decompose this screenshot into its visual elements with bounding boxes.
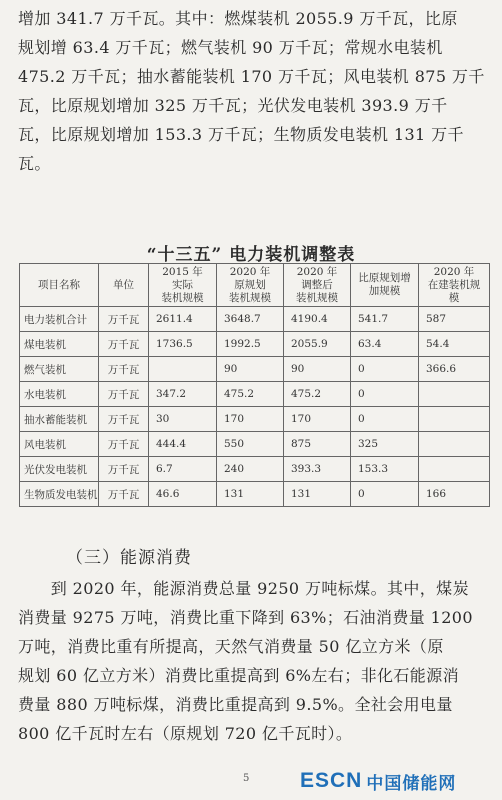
cell-2020-original: 240 xyxy=(217,457,284,482)
cell-unit: 万千瓦 xyxy=(99,432,149,457)
cell-2020-adjusted: 2055.9 xyxy=(284,332,351,357)
cell-2020-original: 550 xyxy=(217,432,284,457)
paragraph-line: 增加 341.7 万千瓦。其中：燃煤装机 2055.9 万千瓦，比原 xyxy=(18,9,458,28)
cell-2020-original: 475.2 xyxy=(217,382,284,407)
table-row xyxy=(20,307,490,332)
cell-unit: 万千瓦 xyxy=(99,382,149,407)
header-2020-adjusted: 2020 年 调整后 装机规模 xyxy=(284,264,351,307)
cell-2020-adjusted: 393.3 xyxy=(284,457,351,482)
cell-2015-actual: 1736.5 xyxy=(149,332,217,357)
cell-2020-under-construction: 166 xyxy=(419,482,490,507)
paragraph-line: 规划增 63.4 万千瓦；燃气装机 90 万千瓦；常规水电装机 xyxy=(18,38,443,57)
cell-unit: 万千瓦 xyxy=(99,332,149,357)
cell-2020-original: 90 xyxy=(217,357,284,382)
cell-2015-actual xyxy=(149,357,217,382)
paragraph-line: 800 亿千瓦时左右（原规划 720 亿千瓦时）。 xyxy=(18,724,353,743)
cell-2020-original: 1992.5 xyxy=(217,332,284,357)
paragraph-line: 瓦，比原规划增加 153.3 万千瓦；生物质发电装机 131 万千 xyxy=(18,125,464,144)
cell-2015-actual: 6.7 xyxy=(149,457,217,482)
cell-increase: 0 xyxy=(351,382,419,407)
cell-2020-original: 170 xyxy=(217,407,284,432)
cell-increase: 541.7 xyxy=(351,307,419,332)
table-row xyxy=(20,332,490,357)
cell-2015-actual: 30 xyxy=(149,407,217,432)
cell-unit: 万千瓦 xyxy=(99,457,149,482)
paragraph-line: 到 2020 年，能源消费总量 9250 万吨标煤。其中，煤炭 xyxy=(18,579,469,598)
header-item-name: 项目名称 xyxy=(20,264,99,307)
cell-2015-actual: 347.2 xyxy=(149,382,217,407)
watermark-chinese-text: 中国储能网 xyxy=(366,773,457,794)
cell-increase: 63.4 xyxy=(351,332,419,357)
page-number: 5 xyxy=(243,773,250,784)
paragraph-line: 消费量 9275 万吨，消费比重下降到 63%；石油消费量 1200 xyxy=(18,608,473,627)
paragraph-line: 475.2 万千瓦；抽水蓄能装机 170 万千瓦；风电装机 875 万千 xyxy=(18,67,485,86)
cell-2015-actual: 46.6 xyxy=(149,482,217,507)
paragraph-line: 万吨，消费比重有所提高，天然气消费量 50 亿立方米（原 xyxy=(18,637,444,656)
cell-unit: 万千瓦 xyxy=(99,307,149,332)
cell-increase: 325 xyxy=(351,432,419,457)
paragraph-line: 瓦，比原规划增加 325 万千瓦；光伏发电装机 393.9 万千 xyxy=(18,96,448,115)
cell-item-name: 光伏发电装机 xyxy=(20,457,99,482)
table-row xyxy=(20,407,490,432)
cell-item-name: 燃气装机 xyxy=(20,357,99,382)
cell-2020-under-construction xyxy=(419,457,490,482)
cell-2020-under-construction: 587 xyxy=(419,307,490,332)
cell-item-name: 生物质发电装机 xyxy=(20,482,99,507)
cell-2020-original: 131 xyxy=(217,482,284,507)
cell-item-name: 风电装机 xyxy=(20,432,99,457)
header-2020-under-construction: 2020 年 在建装机规 模 xyxy=(419,264,490,307)
cell-increase: 0 xyxy=(351,482,419,507)
section-heading: （三）能源消费 xyxy=(66,548,192,568)
table-row xyxy=(20,432,490,457)
table-body xyxy=(20,307,490,507)
cell-increase: 153.3 xyxy=(351,457,419,482)
cell-increase: 0 xyxy=(351,357,419,382)
header-2020-original: 2020 年 原规划 装机规模 xyxy=(217,264,284,307)
cell-2020-under-construction xyxy=(419,432,490,457)
header-2015-actual: 2015 年 实际 装机规模 xyxy=(149,264,217,307)
cell-2015-actual: 2611.4 xyxy=(149,307,217,332)
table-header-row xyxy=(20,264,490,307)
cell-2020-adjusted: 875 xyxy=(284,432,351,457)
cell-item-name: 煤电装机 xyxy=(20,332,99,357)
cell-unit: 万千瓦 xyxy=(99,407,149,432)
cell-2020-adjusted: 170 xyxy=(284,407,351,432)
table-row xyxy=(20,482,490,507)
cell-2020-original: 3648.7 xyxy=(217,307,284,332)
cell-2020-under-construction: 366.6 xyxy=(419,357,490,382)
cell-2020-under-construction xyxy=(419,407,490,432)
header-unit: 单位 xyxy=(99,264,149,307)
cell-2020-adjusted: 475.2 xyxy=(284,382,351,407)
table-row xyxy=(20,457,490,482)
cell-2020-under-construction xyxy=(419,382,490,407)
paragraph-energy-consumption xyxy=(18,574,488,748)
cell-item-name: 电力装机合计 xyxy=(20,307,99,332)
paragraph-line: 规划 60 亿立方米）消费比重提高到 6%左右；非化石能源消 xyxy=(18,666,460,685)
cell-item-name: 抽水蓄能装机 xyxy=(20,407,99,432)
table-row xyxy=(20,357,490,382)
cell-2020-adjusted: 4190.4 xyxy=(284,307,351,332)
cell-unit: 万千瓦 xyxy=(99,357,149,382)
cell-unit: 万千瓦 xyxy=(99,482,149,507)
paragraph-line: 费量 880 万吨标煤，消费比重提高到 9.5%。全社会用电量 xyxy=(18,695,453,714)
watermark-latin-text: ESCN xyxy=(300,769,363,792)
cell-2020-under-construction: 54.4 xyxy=(419,332,490,357)
cell-2020-adjusted: 131 xyxy=(284,482,351,507)
paragraph-installed-capacity xyxy=(18,4,488,178)
cell-2020-adjusted: 90 xyxy=(284,357,351,382)
table-row xyxy=(20,382,490,407)
cell-2015-actual: 444.4 xyxy=(149,432,217,457)
cell-increase: 0 xyxy=(351,407,419,432)
cell-item-name: 水电装机 xyxy=(20,382,99,407)
paragraph-line: 瓦。 xyxy=(18,154,51,173)
capacity-adjustment-table xyxy=(19,263,490,507)
header-increase: 比原规划增 加规模 xyxy=(351,264,419,307)
escn-watermark-logo xyxy=(300,767,456,795)
table-title: “十三五” 电力装机调整表 xyxy=(146,245,356,265)
